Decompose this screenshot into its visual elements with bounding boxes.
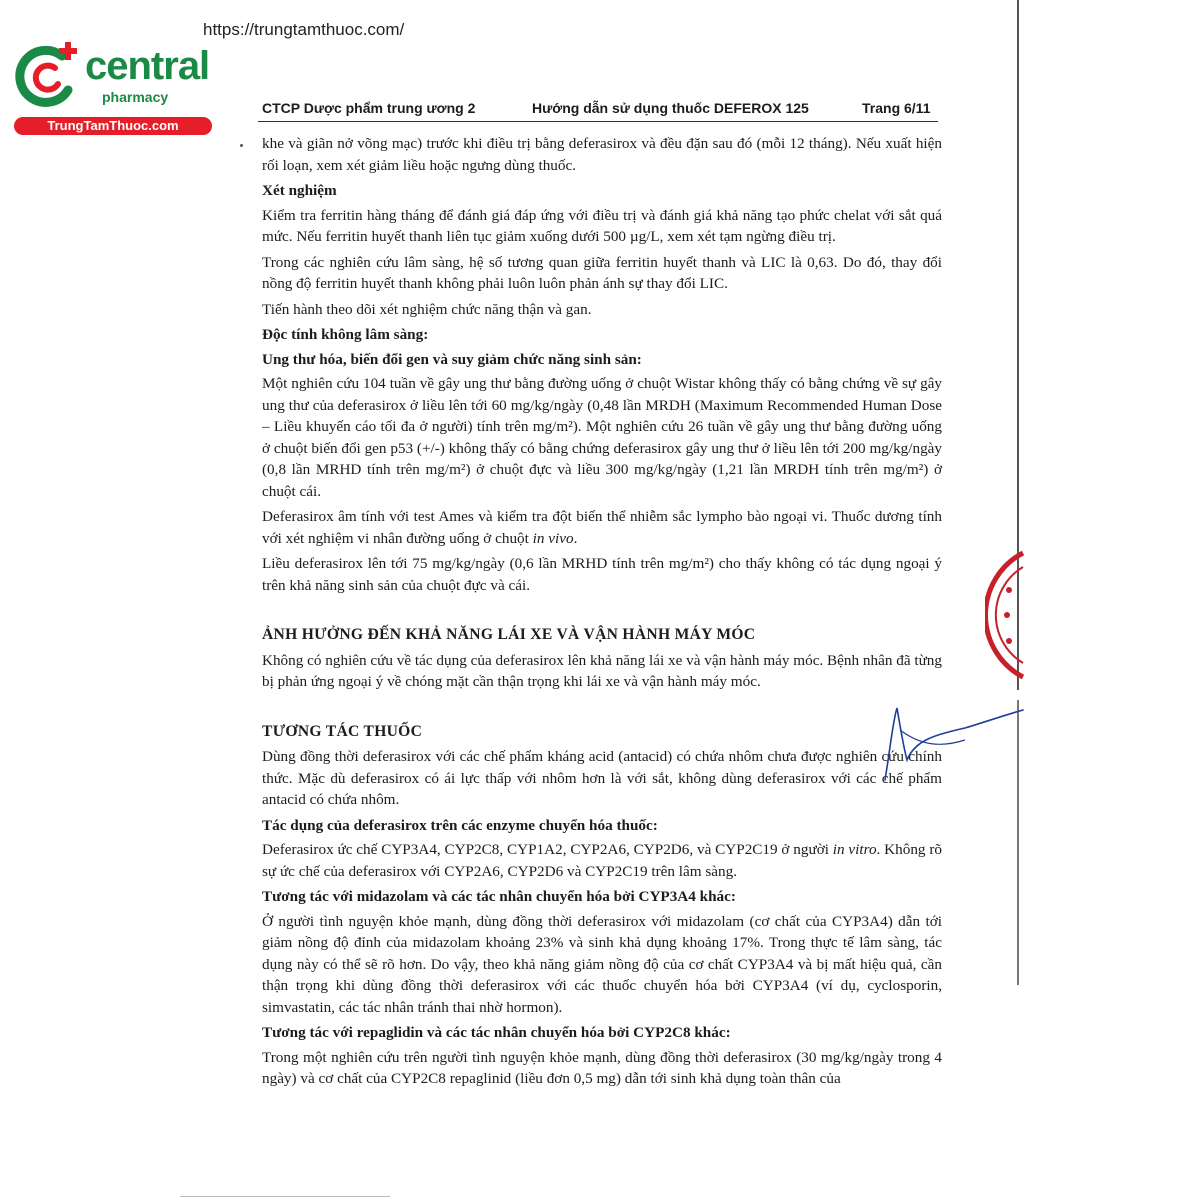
red-stamp-seal — [985, 545, 1025, 685]
heading-repaglinide: Tương tác với repaglidin và các tác nhân chuyển hóa bởi CYP2C8 khác: — [262, 1024, 731, 1041]
carcino-2-text: Deferasirox âm tính với test Ames và kiểm tra đột biến thể nhiễm sắc lympho bào ngoại vi. Thuốc dương tính với xét nghiệm vi nhân đường uống ở chuột — [262, 508, 942, 547]
heading-driving: ẢNH HƯỞNG ĐẾN KHẢ NĂNG LÁI XE VÀ VẬN HÀNH MÁY MÓC — [262, 626, 756, 643]
carcino-paragraph-1: Một nghiên cứu 104 tuần về gây ung thư bằng đường uống ở chuột Wistar không thấy có bằng chứng về sự gây ung thư của deferasirox ở liều lên tới 60 mg/kg/ngày (0,48 lần MRDH (Maximum Recommended Human Dose – Liều khuyến cáo tối đa ở người) tính trên mg/m²). Một nghiên cứu 26 tuần về gây ung thư bằng đường uống ở chuột biến đổi gen p53 (+/-) không thấy có bằng chứng deferasirox gây ung thư ở liều lên tới 200 mg/kg/ngày (0,8 lần MRHD tính trên mg/m²) ở chuột đực và liều 300 mg/kg/ngày (1,21 lần MRDH tính trên mg/m²) ở chuột cái. — [262, 375, 942, 500]
heading-enzymes: Tác dụng của deferasirox trên các enzyme chuyển hóa thuốc: — [262, 816, 658, 834]
header-company: CTCP Dược phẩm trung ương 2 — [262, 100, 476, 116]
document-body — [262, 133, 942, 1094]
carcino-2-end: . — [573, 529, 578, 547]
header-title: Hướng dẫn sử dụng thuốc DEFEROX 125 — [532, 100, 809, 116]
tests-paragraph-1: Kiểm tra ferritin hàng tháng để đánh giá đáp ứng với điều trị và đánh giá khả năng tạo phức chelat với sắt quá mức. Nếu ferritin huyết thanh liên tục giảm xuống dưới 500 µg/L, xem xét tạm ngừng điều trị. — [262, 206, 942, 245]
source-url[interactable]: https://trungtamthuoc.com/ — [203, 20, 405, 39]
heading-tests: Xét nghiệm — [262, 182, 337, 199]
carcino-2-italic: in vivo — [532, 529, 574, 547]
enzymes-end: . Không rõ sự ức chế của deferasirox với CYP2A6, CYP2D6 và CYP2C19 trên lâm sàng. — [262, 841, 942, 880]
heading-midazolam: Tương tác với midazolam và các tác nhân chuyển hóa bởi CYP3A4 khác: — [262, 888, 736, 905]
logo-banner: TrungTamThuoc.com — [14, 117, 212, 135]
bottom-edge-line — [180, 1196, 390, 1197]
midazolam-paragraph: Ở người tình nguyện khỏe mạnh, dùng đồng thời deferasirox với midazolam (cơ chất của CYP3A4) dẫn tới giảm nồng độ đỉnh của midazolam khoảng 23% và sinh khả dụng khoảng 17%. Trong thực tế lâm sàng, tác dụng này có thể sẽ rõ hơn. Do vậy, theo khả năng giảm nồng độ của cơ chất CYP3A4 và bị mất hiệu quả, cần thận trọng khi dùng đồng thời deferasirox với các thuốc chuyển hóa bởi CYP3A4 (ví dụ, cyclosporin, simvastatin, các tác nhân tránh thai nhờ hormon). — [262, 912, 942, 1016]
carcino-paragraph-3: Liều deferasirox lên tới 75 mg/kg/ngày (0,6 lần MRHD tính trên mg/m²) cho thấy không có tác dụng ngoại ý trên khả năng sinh sản của chuột đực và cái. — [262, 555, 942, 594]
document-header — [262, 100, 942, 120]
interactions-paragraph: Dùng đồng thời deferasirox với các chế phẩm kháng acid (antacid) có chứa nhôm chưa được nghiên cứu chính thức. Mặc dù deferasirox có ái lực thấp với nhôm hơn là với sắt, không dùng deferasirox với các chế phẩm antacid có chứa nhôm. — [262, 748, 942, 808]
repaglinide-paragraph: Trong một nghiên cứu trên người tình nguyện khỏe mạnh, dùng đồng thời deferasirox (30 mg/kg/ngày trong 4 ngày) và cơ chất của CYP2C8 repaglinid (liều đơn 0,5 mg) dẫn tới sinh khả dụng toàn thân của — [262, 1048, 942, 1087]
logo-wordmark: central — [85, 44, 210, 88]
tests-paragraph-3: Tiến hành theo dõi xét nghiệm chức năng thận và gan. — [262, 300, 592, 318]
enzymes-italic: in vitro — [832, 841, 877, 858]
heading-interactions: TƯƠNG TÁC THUỐC — [262, 722, 423, 740]
enzymes-text: Deferasirox ức chế CYP3A4, CYP2C8, CYP1A2, CYP2A6, CYP2D6, và CYP2C19 ở người — [262, 841, 833, 858]
pharmacy-cross-icon — [10, 38, 90, 118]
enzymes-paragraph — [262, 839, 942, 882]
logo-subtitle: pharmacy — [102, 89, 169, 105]
central-pharmacy-logo — [10, 38, 215, 138]
driving-paragraph: Không có nghiên cứu về tác dụng của deferasirox lên khả năng lái xe và vận hành máy móc. Bệnh nhân đã từng bị phản ứng ngoại ý về chóng mặt cần thận trọng khi lái xe và vận hành máy móc. — [262, 651, 942, 690]
margin-mark — [240, 144, 243, 147]
intro-paragraph: khe và giãn nở võng mạc) trước khi điều trị bằng deferasirox và đều đặn sau đó (mỗi 12 tháng). Nếu xuất hiện rối loạn, xem xét giảm liều hoặc ngưng dùng thuốc. — [262, 135, 942, 174]
carcino-paragraph-2 — [262, 506, 942, 549]
handwritten-signature — [845, 700, 1025, 790]
heading-nonclinical: Độc tính không lâm sàng: — [262, 326, 429, 343]
tests-paragraph-2: Trong các nghiên cứu lâm sàng, hệ số tương quan giữa ferritin huyết thanh và LIC là 0,63. Do đó, thay đổi nồng độ ferritin huyết thanh không phải luôn luôn phản ánh sự thay đổi LIC. — [262, 253, 942, 292]
header-page-number: Trang 6/11 — [862, 100, 931, 116]
header-divider — [258, 121, 938, 122]
heading-carcinogenesis: Ung thư hóa, biến đổi gen và suy giảm chức năng sinh sản: — [262, 350, 642, 368]
